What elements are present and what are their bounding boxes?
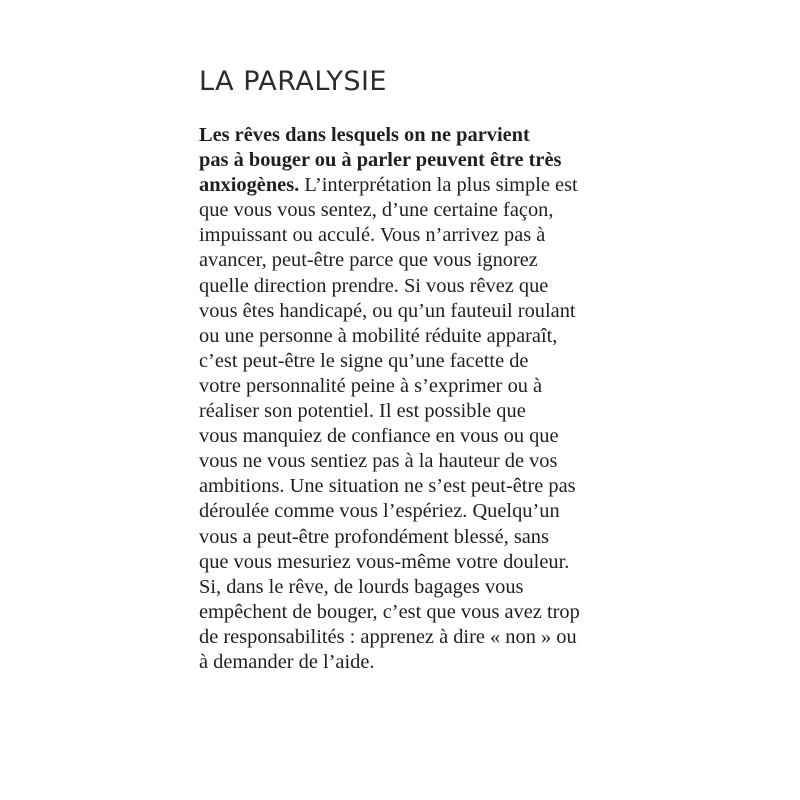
text-line-fragment: L’interprétation la plus simple est bbox=[299, 174, 578, 197]
text-line: ou une personne à mobilité réduite apparaît, bbox=[199, 324, 558, 347]
text-line: empêchent de bouger, c’est que vous avez trop bbox=[199, 600, 580, 623]
text-line: réaliser son potentiel. Il est possible que bbox=[199, 400, 526, 423]
text-line: à demander de l’aide. bbox=[199, 650, 375, 673]
text-line bbox=[199, 173, 639, 198]
text-line: que vous vous sentez, d’une certaine façon, bbox=[199, 199, 554, 222]
text-line: Si, dans le rêve, de lourds bagages vous bbox=[199, 575, 524, 598]
text-line: vous manquiez de confiance en vous ou que bbox=[199, 425, 559, 448]
text-line: avancer, peut-être parce que vous ignorez bbox=[199, 249, 538, 272]
text-line: votre personnalité peine à s’exprimer ou à bbox=[199, 374, 543, 397]
text-line: que vous mesuriez vous-même votre douleur. bbox=[199, 550, 570, 573]
text-line: ambitions. Une situation ne s’est peut-être pas bbox=[199, 475, 576, 498]
text-line: de responsabilités : apprenez à dire « non » ou bbox=[199, 625, 577, 648]
text-line: déroulée comme vous l’espériez. Quelqu’un bbox=[199, 500, 560, 523]
lead-line: pas à bouger ou à parler peuvent être très bbox=[199, 149, 562, 172]
body-paragraph bbox=[199, 123, 639, 675]
text-line: quelle direction prendre. Si vous rêvez que bbox=[199, 274, 549, 297]
text-line: c’est peut-être le signe qu’une facette de bbox=[199, 349, 529, 372]
text-line: vous ne vous sentiez pas à la hauteur de vos bbox=[199, 450, 558, 473]
text-line: impuissant ou acculé. Vous n’arrivez pas à bbox=[199, 224, 546, 247]
lead-line: Les rêves dans lesquels on ne parvient bbox=[199, 124, 530, 146]
section-title: LA PARALYSIE bbox=[199, 66, 387, 97]
text-line: vous a peut-être profondément blessé, sans bbox=[199, 525, 549, 548]
text-line: vous êtes handicapé, ou qu’un fauteuil roulant bbox=[199, 299, 576, 322]
lead-line: anxiogènes. bbox=[199, 174, 300, 197]
